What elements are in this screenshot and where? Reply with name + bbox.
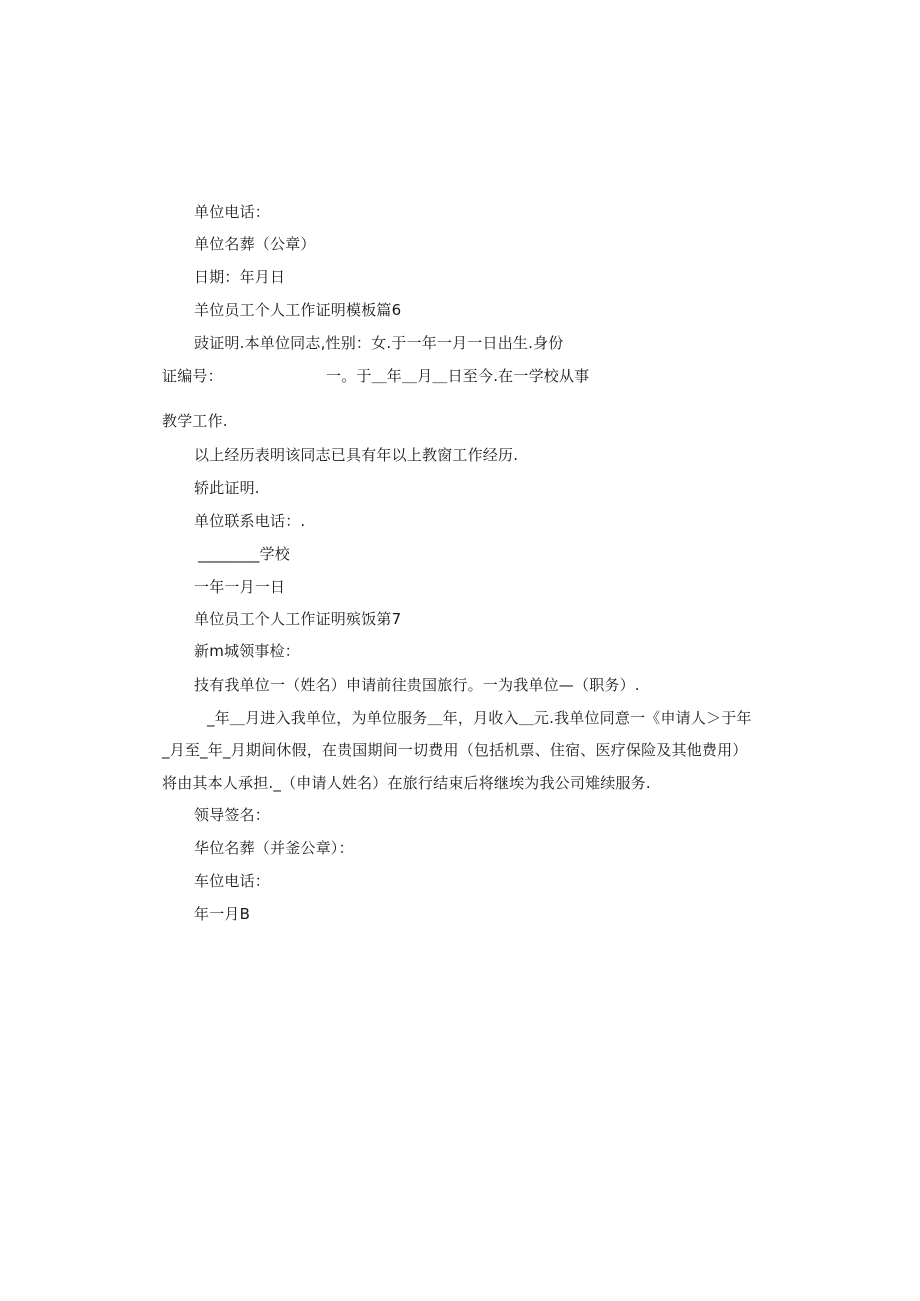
certificate-paragraph-line-3: 教学工作. <box>162 412 228 430</box>
section-title-7: 单位员工个人工作证明殡饭第7 <box>194 610 402 628</box>
leave-paragraph-line-3: _月至_年_月期间休假，在贵国期间一切费用（包括机票、住宿、医疗保险及其他费用） <box>162 741 748 759</box>
certificate-paragraph-line-2: 一。于＿年＿月＿日至今.在一学校从事 <box>326 367 590 385</box>
leave-paragraph-line-1: 技有我单位一（姓名）申请前往贵国旅行。一为我单位—（职务）. <box>194 676 640 694</box>
experience-statement: 以上经历表明该同志已具有年以上教窗工作经历. <box>194 446 519 464</box>
id-number-label: 证编号： <box>162 367 223 385</box>
contact-phone-line: 单位联系电话：. <box>194 512 306 530</box>
leave-paragraph-line-2: _年＿月进入我单位，为单位服务＿年，月收入＿元.我单位同意一《申请人＞于年 <box>207 709 752 727</box>
final-date-line: 年一月B <box>194 905 251 923</box>
addressee-line: 新m城领事检： <box>194 642 301 660</box>
unit-phone-line-2: 车位电话： <box>194 872 271 890</box>
school-signature-line: ________学校 <box>198 545 291 563</box>
leader-signature-line: 领导签名： <box>194 806 271 824</box>
leave-paragraph-line-4: 将由其本人承担._（申请人姓名）在旅行结束后将继埃为我公司雉续服务. <box>162 774 651 792</box>
date-blank-line: 一年一月一日 <box>194 578 286 596</box>
hereby-certify-line: 轿此证明. <box>194 479 260 497</box>
section-title-6: 羊位员工个人工作证明模板篇6 <box>194 301 402 319</box>
unit-name-seal-line-2: 华位名葬（并釜公章）： <box>194 839 354 857</box>
certificate-paragraph-line-1: 豉证明.本单位同志,性别：女.于一年一月一日出生.身份 <box>194 334 564 352</box>
date-line: 日期：年月日 <box>194 268 286 286</box>
unit-phone-line: 单位电话： <box>194 203 271 221</box>
unit-name-seal-line: 单位名葬（公章） <box>194 235 316 253</box>
